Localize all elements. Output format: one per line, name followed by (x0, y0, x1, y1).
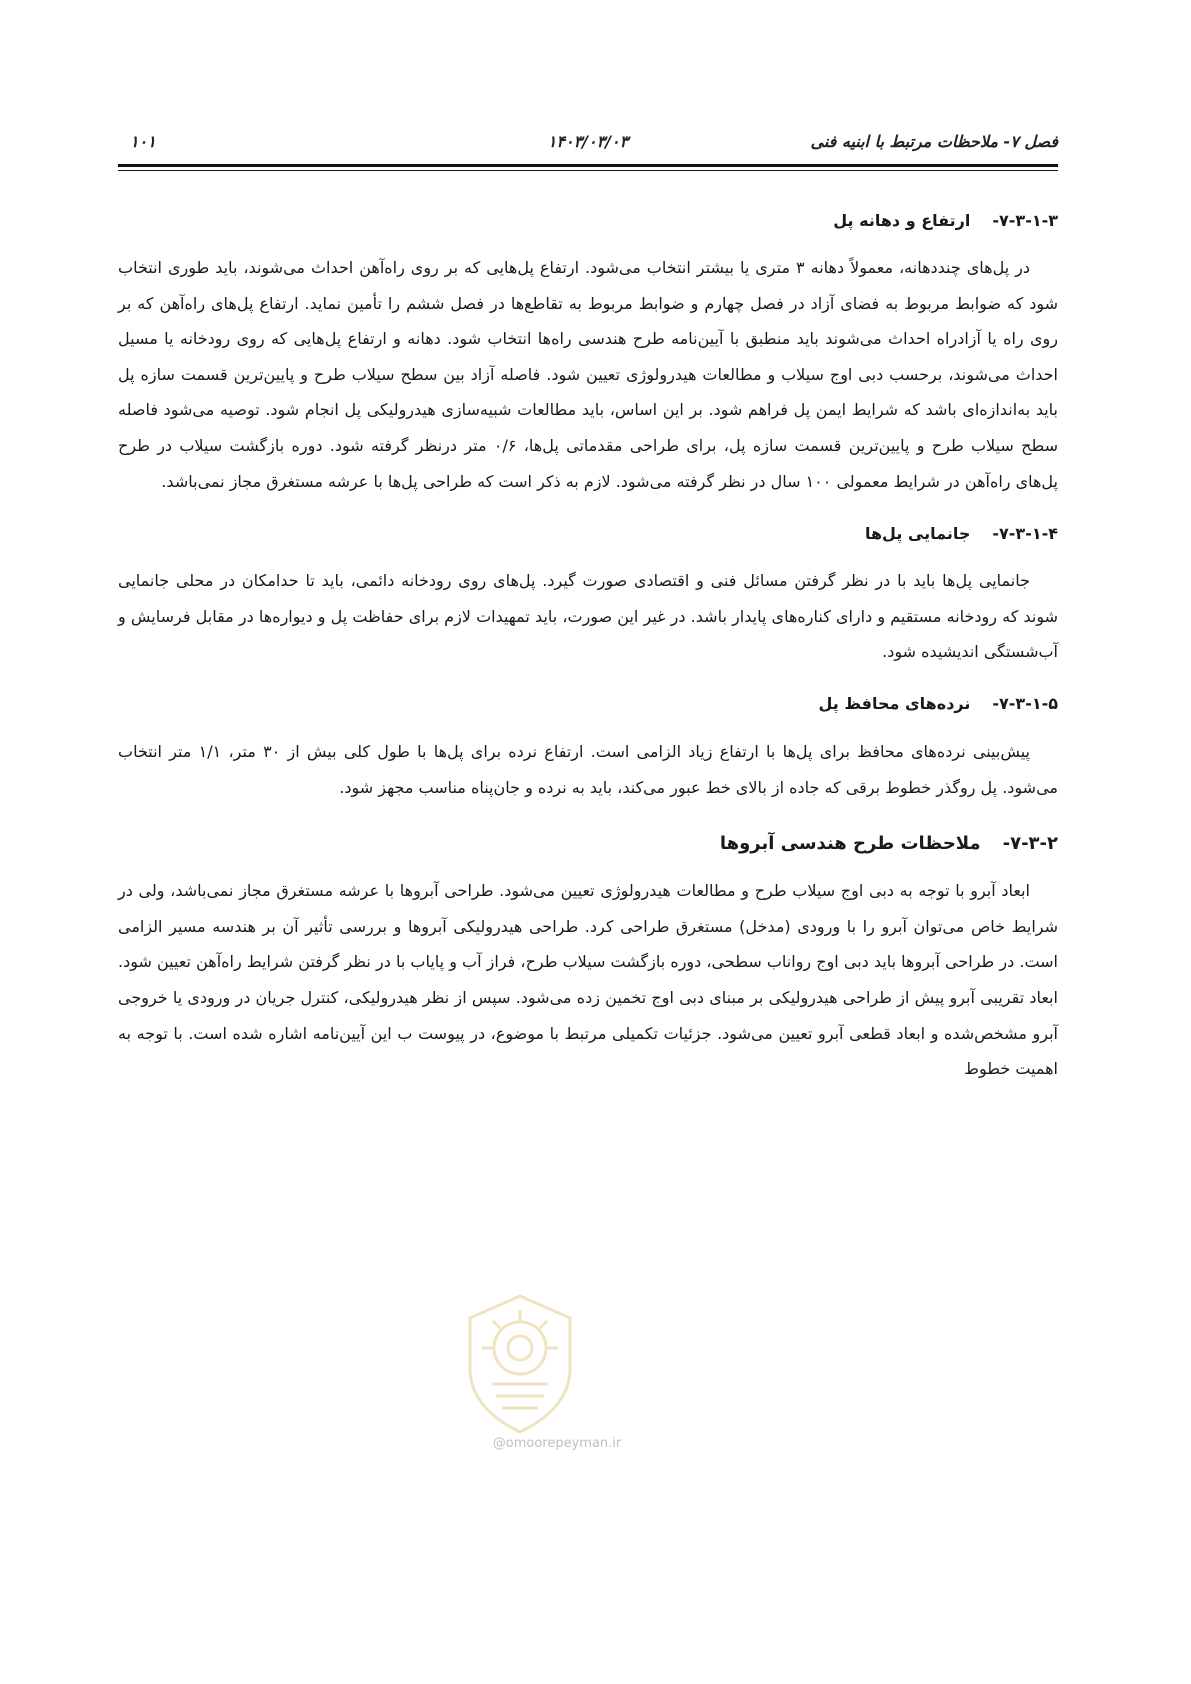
section-paragraph: در پل‌های چنددهانه، معمولاً دهانه ۳ متری یا بیشتر انتخاب می‌شود. ارتفاع پل‌هایی که بر روی راه‌آهن احداث می‌شوند، باید طوری انتخاب شود که ضوابط مربوط به فضای آزاد در فصل چهارم و ضوابط مربوط به تقاطع‌ها در فصل ششم را تأمین نماید. ارتفاع پل‌های راه‌آهن که بر روی راه یا آزادراه احداث می‌شوند باید منطبق با آیین‌نامه طرح هندسی راه‌ها انتخاب شود. دهانه و ارتفاع پل‌هایی که روی رودخانه یا مسیل احداث می‌شوند، برحسب دبی اوج سیلاب و مطالعات هیدرولوژی تعیین شود. فاصله آزاد بین سطح سیلاب طرح و پایین‌ترین قسمت سازه پل باید به‌اندازه‌ای باشد که شرایط ایمن پل فراهم شود. بر این اساس، باید مطالعات شبیه‌سازی هیدرولیکی پل انجام شود. توصیه می‌شود فاصله سطح سیلاب طرح و پایین‌ترین قسمت سازه پل، برای طراحی مقدماتی پل‌ها، ۰/۶ متر درنظر گرفته شود. دوره بازگشت سیلاب در طرح پل‌های راه‌آهن در شرایط معمولی ۱۰۰ سال در نظر گرفته می‌شود. لازم به ذکر است که طراحی پل‌ها با عرشه مستغرق مجاز نمی‌باشد. (118, 258, 1059, 491)
section-title: نرده‌های محافظ پل (818, 694, 971, 714)
page-body (118, 208, 1058, 1087)
section-number: ۷-۳-۱-۵- (992, 694, 1058, 714)
document-page (118, 0, 1058, 1684)
watermark-url: @omoorepeyman.ir (492, 1436, 622, 1451)
section-title: ملاحظات طرح هندسی آبروها (719, 832, 981, 854)
running-header (118, 128, 1058, 158)
section-paragraph: ابعاد آبرو با توجه به دبی اوج سیلاب طرح و مطالعات هیدرولوژی تعیین می‌شود. طراحی آبروها با عرشه مستغرق مجاز نمی‌باشد، ولی در شرایط خاص می‌توان آبرو را با ورودی (مدخل) مستغرق طراحی کرد. طراحی هیدرولیکی آبروها و بررسی تأثیر آن بر هندسه مسیر الزامی است. در طراحی آبروها باید دبی اوج رواناب سطحی، دوره بازگشت سیلاب طرح، فراز آب و پایاب با در نظر گرفتن شرایط راه‌آهن تعیین شود. ابعاد تقریبی آبرو پیش از طراحی هیدرولیکی بر مبنای دبی اوج تخمین زده می‌شود. سپس از نظر هیدرولیکی، کنترل جریان در ورودی یا خروجی آبرو مشخص‌شده و ابعاد قطعی آبرو تعیین می‌شود. جزئیات تکمیلی مرتبط با موضوع، در پیوست ب این آیین‌نامه اشاره شده است. با توجه به اهمیت خطوط (118, 881, 1058, 1079)
header-rule (118, 164, 1058, 167)
section-heading (118, 208, 1058, 232)
section-paragraph: پیش‌بینی نرده‌های محافظ برای پل‌ها با ارتفاع زیاد الزامی است. ارتفاع نرده برای پل‌ها با طول کلی بیش از ۳۰ متر، ۱/۱ متر انتخاب می‌شود. پل روگذر خطوط برقی که جاده از بالای خط عبور می‌کند، باید به نرده و جان‌پناه مناسب مجهز شود. (118, 741, 1058, 797)
section-title: ارتفاع و دهانه پل (833, 210, 971, 230)
section-title: جانمایی پل‌ها (864, 523, 971, 543)
section-heading (118, 521, 1058, 545)
chapter-title: فصل ۷- ملاحظات مرتبط با ابنیه فنی (810, 132, 1058, 151)
header-rule-thin (118, 170, 1058, 171)
section-number: ۷-۳-۲- (1002, 832, 1058, 854)
section-paragraph: جانمایی پل‌ها باید با در نظر گرفتن مسائل فنی و اقتصادی صورت گیرد. پل‌های روی رودخانه دائمی، باید تا حدامکان در محلی جانمایی شوند که رودخانه مستقیم و دارای کناره‌های پایدار باشد. در غیر این صورت، باید تمهیدات لازم برای حفاظت پل و دیواره‌ها در مقابل فرسایش و آب‌شستگی اندیشیده شود. (118, 571, 1058, 662)
page-number: ۱۰۱ (130, 132, 156, 151)
section-heading (118, 692, 1058, 716)
section-heading (118, 831, 1058, 855)
section-number: ۷-۳-۱-۳- (992, 210, 1058, 230)
section-number: ۷-۳-۱-۴- (992, 523, 1058, 543)
document-date: ۱۴۰۳/۰۳/۰۳ (547, 132, 629, 151)
